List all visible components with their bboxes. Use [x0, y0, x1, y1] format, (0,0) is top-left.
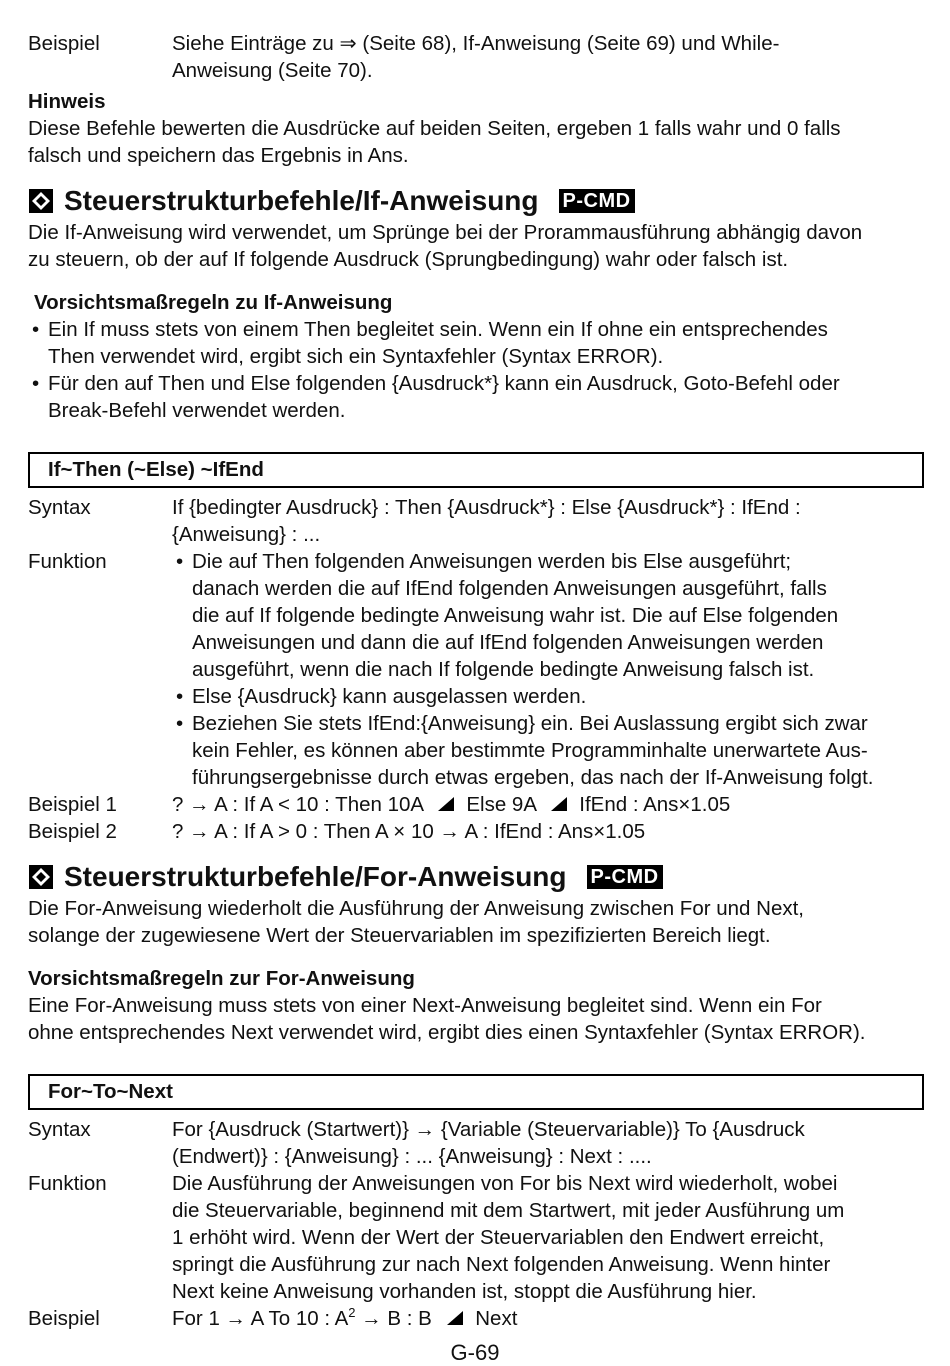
- syntax-line: If {bedingter Ausdruck} : Then {Ausdruck*} : Else {Ausdruck*} : IfEnd :: [172, 496, 801, 519]
- example1-label: Beispiel 1: [28, 793, 117, 816]
- syntax-line: {Anweisung} : ...: [172, 523, 321, 546]
- if-command-box: If~Then (~Else) ~IfEnd: [28, 452, 924, 488]
- example1-code: IfEnd : Ans×1.05: [579, 793, 731, 816]
- function-label: Funktion: [28, 550, 107, 573]
- function-line: 1 erhöht wird. Wenn der Wert der Steuervariablen den Endwert erreicht,: [172, 1226, 825, 1249]
- list-item: • Die auf Then folgenden Anweisungen werden bis Else ausgeführt; danach werden die auf IfEnd folgenden Anweisungen ausgeführt, falls die auf If folgende bedingte Anweisung wahr ist. Die auf Else folgenden Anweisungen und dann die auf IfEnd folgenden Anweisungen werden ausgeführt, wenn die nach If folgende bedingte Anweisung falsch ist.: [176, 550, 839, 681]
- example1-code: Else 9A: [466, 793, 536, 816]
- if-function-row: [28, 548, 924, 791]
- for-intro-line: solange der zugewiesene Wert der Steuervariablen im spezifizierten Bereich liegt.: [28, 924, 771, 947]
- display-triangle-icon: [435, 796, 455, 812]
- function-bullet-list: [172, 548, 924, 791]
- function-label: Funktion: [28, 1172, 107, 1195]
- example-code: For 1 → A To 10 : A: [172, 1307, 349, 1330]
- display-triangle-icon: [444, 1310, 464, 1326]
- list-item: • Für den auf Then und Else folgenden {Ausdruck*} kann ein Ausdruck, Goto-Befehl oder Break-Befehl verwendet werden.: [32, 372, 840, 422]
- for-example-row: [28, 1305, 924, 1332]
- for-caution-line: Eine For-Anweisung muss stets von einer Next-Anweisung begleitet sind. Wenn ein For: [28, 994, 822, 1017]
- example1-code: ? → A : If A < 10 : Then 10A: [172, 793, 423, 816]
- if-example2-row: [28, 818, 924, 845]
- function-line: die Steuervariable, beginnend mit dem Startwert, mit jeder Ausführung um: [172, 1199, 845, 1222]
- syntax-line: For {Ausdruck (Startwert)} → {Variable (Steuervariable)} To {Ausdruck: [172, 1118, 805, 1141]
- if-intro-line: zu steuern, ob der auf If folgende Ausdruck (Sprungbedingung) wahr oder falsch ist.: [28, 248, 789, 271]
- note-heading: Hinweis: [28, 90, 106, 113]
- pcmd-badge: P-CMD: [559, 189, 635, 213]
- section-marker-icon: [28, 864, 54, 890]
- example-code: Next: [475, 1307, 518, 1330]
- for-caution-line: ohne entsprechendes Next verwendet wird, ergibt dies einen Syntaxfehler (Syntax ERROR).: [28, 1021, 866, 1044]
- syntax-label: Syntax: [28, 496, 91, 519]
- for-command-box: For~To~Next: [28, 1074, 924, 1110]
- section-marker-icon: [28, 188, 54, 214]
- if-caution-heading: Vorsichtsmaßregeln zu If-Anweisung: [34, 291, 393, 314]
- if-intro-line: Die If-Anweisung wird verwendet, um Sprünge bei der Prorammausführung abhängig davon: [28, 221, 863, 244]
- function-line: Next keine Anweisung vorhanden ist, stoppt die Ausführung hier.: [172, 1280, 757, 1303]
- if-caution-list: [28, 316, 924, 424]
- for-section-heading: [28, 859, 924, 895]
- list-item: • Beziehen Sie stets IfEnd:{Anweisung} ein. Bei Auslassung ergibt sich zwar kein Fehler, es können aber bestimmte Programminhalte unerwartete Aus- führungsergebnisse durch etwas ergeben, das nach der If-Anweisung folgt.: [176, 712, 874, 789]
- top-example-row: [28, 30, 924, 84]
- example-label: Beispiel: [28, 1307, 100, 1330]
- syntax-label: Syntax: [28, 1118, 91, 1141]
- for-intro-line: Die For-Anweisung wiederholt die Ausführung der Anweisung zwischen For und Next,: [28, 897, 804, 920]
- for-section-title: Steuerstrukturbefehle/For-Anweisung: [64, 861, 567, 892]
- note-text-line: Diese Befehle bewerten die Ausdrücke auf beiden Seiten, ergeben 1 falls wahr und 0 falls: [28, 117, 841, 140]
- if-example1-row: [28, 791, 924, 818]
- pcmd-badge: P-CMD: [587, 865, 663, 889]
- list-item: • Ein If muss stets von einem Then begleitet sein. Wenn ein If ohne ein entsprechendes Then verwendet wird, ergibt sich ein Syntaxfehler (Syntax ERROR).: [32, 318, 828, 368]
- function-line: Die Ausführung der Anweisungen von For bis Next wird wiederholt, wobei: [172, 1172, 838, 1195]
- if-section-title: Steuerstrukturbefehle/If-Anweisung: [64, 185, 539, 216]
- list-item: • Else {Ausdruck} kann ausgelassen werden.: [176, 685, 587, 708]
- example2-label: Beispiel 2: [28, 820, 117, 843]
- example-code: → B : B: [355, 1307, 432, 1330]
- example2-code: ? → A : If A > 0 : Then A × 10 → A : IfEnd : Ans×1.05: [172, 820, 646, 843]
- if-syntax-row: [28, 494, 924, 548]
- if-section-heading: [28, 183, 924, 219]
- for-caution-heading: Vorsichtsmaßregeln zur For-Anweisung: [28, 967, 415, 990]
- function-line: springt die Ausführung zur nach Next folgenden Anweisung. Wenn hinter: [172, 1253, 831, 1276]
- example-label: Beispiel: [28, 32, 100, 55]
- syntax-line: (Endwert)} : {Anweisung} : ... {Anweisung} : Next : ....: [172, 1145, 652, 1168]
- display-triangle-icon: [548, 796, 568, 812]
- page-number: G-69: [450, 1340, 500, 1365]
- example-text-line: Siehe Einträge zu ⇒ (Seite 68), If-Anweisung (Seite 69) und While-: [172, 32, 780, 55]
- example-text-line: Anweisung (Seite 70).: [172, 59, 373, 82]
- manual-page: [28, 30, 924, 1332]
- note-text-line: falsch und speichern das Ergebnis in Ans.: [28, 144, 409, 167]
- for-function-row: [28, 1170, 924, 1305]
- for-syntax-row: [28, 1116, 924, 1170]
- superscript: 2: [348, 1305, 356, 1321]
